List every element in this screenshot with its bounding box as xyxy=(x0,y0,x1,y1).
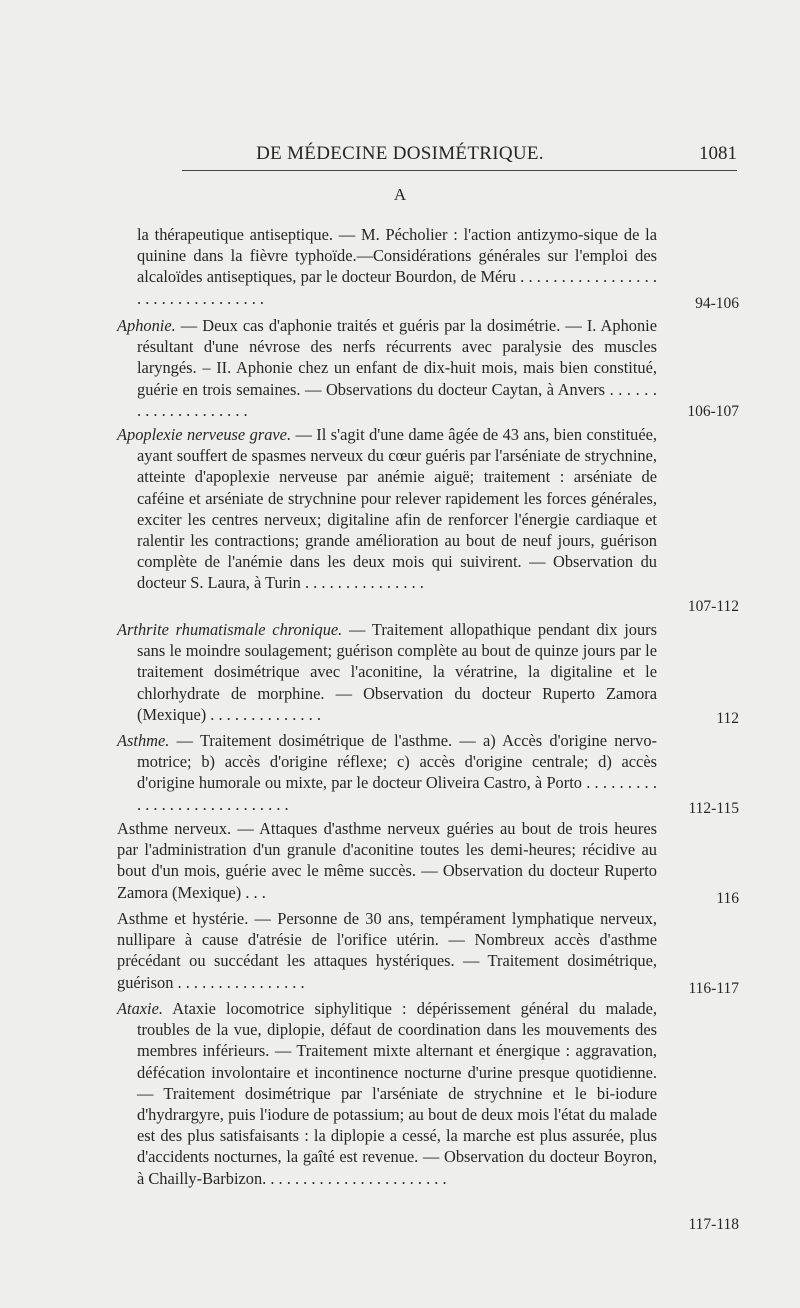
index-entry xyxy=(117,730,739,815)
entry-body: — Deux cas d'aphonie traités et guéris par la dosimétrie. — I. Aphonie résultant d'une névrose des nerfs récurrents avec paralysie des muscles laryngés. – II. Aphonie chez un enfant de dix-huit mois, mais bien constitué, guérie en trois semaines. — Observations du docteur Caytan, à Anvers . . . . . . . . . . . . . . . . . . . . xyxy=(137,316,657,420)
entry-term: Asthme. xyxy=(117,731,170,750)
entry-pages: 107-112 xyxy=(687,597,739,615)
running-title: DE MÉDECINE DOSIMÉTRIQUE. xyxy=(256,143,544,164)
entry-pages: 112-115 xyxy=(688,799,739,817)
entry-text xyxy=(117,619,657,725)
section-letter: A xyxy=(393,185,407,204)
entry-text xyxy=(117,818,657,903)
entry-pages: 94-106 xyxy=(695,294,739,312)
entry-body: — Il s'agit d'une dame âgée de 43 ans, bien constituée, ayant souffert de spasmes nerveux du cœur guéris par l'arséniate de strychnine, atteinte d'apoplexie nerveuse par anémie aiguë; traitement : arséniate de caféine et arséniate de strychnine pour relever rapidement les forces générales, exciter les centres nerveux; digitaline afin de renforcer l'énergie cardiaque et ralentir les contractions; grande amélioration au bout de neuf jours, guérison complète de l'anémie dans les deux mois qui suivirent. — Observation du docteur S. Laura, à Turin . . . . . . . . . . . . . . . xyxy=(137,425,658,593)
page-number: 1081 xyxy=(699,143,737,164)
entry-term: Ataxie. xyxy=(117,999,163,1018)
page-header xyxy=(140,143,740,167)
entry-text xyxy=(137,224,657,309)
index-entry xyxy=(117,619,739,725)
entry-body: Ataxie locomotrice siphylitique : dépérissement général du malade, troubles de la vue, diplopie, défaut de coordination dans les mouvements des membres inférieurs. — Traitement mixte alternant et énergique : aggravation, défécation involontaire et incontinence nocturne d'urine presque quotidienne. — Traitement dosimétrique par l'arséniate de strychnine et le bi-iodure d'hydrargyre, puis l'iodure de potassium; au bout de deux mois l'état du malade est des plus satisfaisants : la diplopie a cessé, la marche est plus assurée, plus d'accidents nocturnes, la gaîté est revenue. — Observation du docteur Boyron, à Chailly-Barbizon. . . . . . . . . . . . . . . . . . . . . . . xyxy=(137,999,657,1188)
entry-pages: 116 xyxy=(716,889,739,907)
entry-pages: 117-118 xyxy=(688,1215,739,1233)
header-rule xyxy=(182,170,737,171)
index-body xyxy=(117,224,739,1231)
entry-body: — Traitement allopathique pendant dix jours sans le moindre soulagement; guérison complète au bout de quinze jours par le traitement dosimétrique avec l'aconitine, la vératrine, la digitaline et le chlorhydrate de morphine. — Observation du docteur Ruperto Zamora (Mexique) . . . . . . . . . . . . . . xyxy=(137,620,657,724)
index-entry xyxy=(117,424,739,615)
entry-text xyxy=(117,315,657,421)
index-entry xyxy=(117,315,739,420)
entry-text xyxy=(117,998,657,1189)
entry-body: Asthme et hystérie. — Personne de 30 ans, tempérament lymphatique nerveux, nullipare à cause d'atrésie de l'orifice utérin. — Nombreux accès d'asthme précédant ou succédant les attaques hystériques. — Traitement dosimétrique, guérison . . . . . . . . . . . . . . . . xyxy=(117,909,657,992)
entry-text xyxy=(117,908,657,993)
entry-body: — Traitement dosimétrique de l'asthme. — a) Accès d'origine nervo-motrice; b) accès d'origine réflexe; c) accès d'origine centrale; d) accès d'origine humorale ou mixte, par le docteur Oliveira Castro, à Porto . . . . . . . . . . . . . . . . . . . . . . . . . . . . xyxy=(137,731,657,814)
entry-text xyxy=(117,730,657,815)
entry-term: Arthrite rhumatismale chronique. xyxy=(117,620,343,639)
entry-body: la thérapeutique antiseptique. — M. Pécholier : l'action antizymo-sique de la quinine dans la fièvre typhoïde.—Considérations générales sur l'emploi des alcaloïdes antiseptiques, par le docteur Bourdon, de Méru . . . . . . . . . . . . . . . . . . . . . . . . . . . . . . . . . xyxy=(137,225,657,308)
entry-body: Asthme nerveux. — Attaques d'asthme nerveux guéries au bout de trois heures par l'administration d'un granule d'aconitine toutes les demi-heures; récidive au bout d'un mois, guérie avec le même succès. — Observation du docteur Ruperto Zamora (Mexique) . . . xyxy=(117,819,657,902)
entry-pages: 112 xyxy=(716,709,739,727)
entry-pages: 106-107 xyxy=(687,402,739,420)
index-entry xyxy=(117,908,739,997)
entry-term: Aphonie. xyxy=(117,316,176,335)
index-entry xyxy=(117,818,739,907)
index-entry xyxy=(117,224,739,312)
index-entry xyxy=(117,998,739,1231)
entry-text xyxy=(117,424,657,594)
entry-term: Apoplexie nerveuse grave. xyxy=(117,425,292,444)
entry-pages: 116-117 xyxy=(688,979,739,997)
